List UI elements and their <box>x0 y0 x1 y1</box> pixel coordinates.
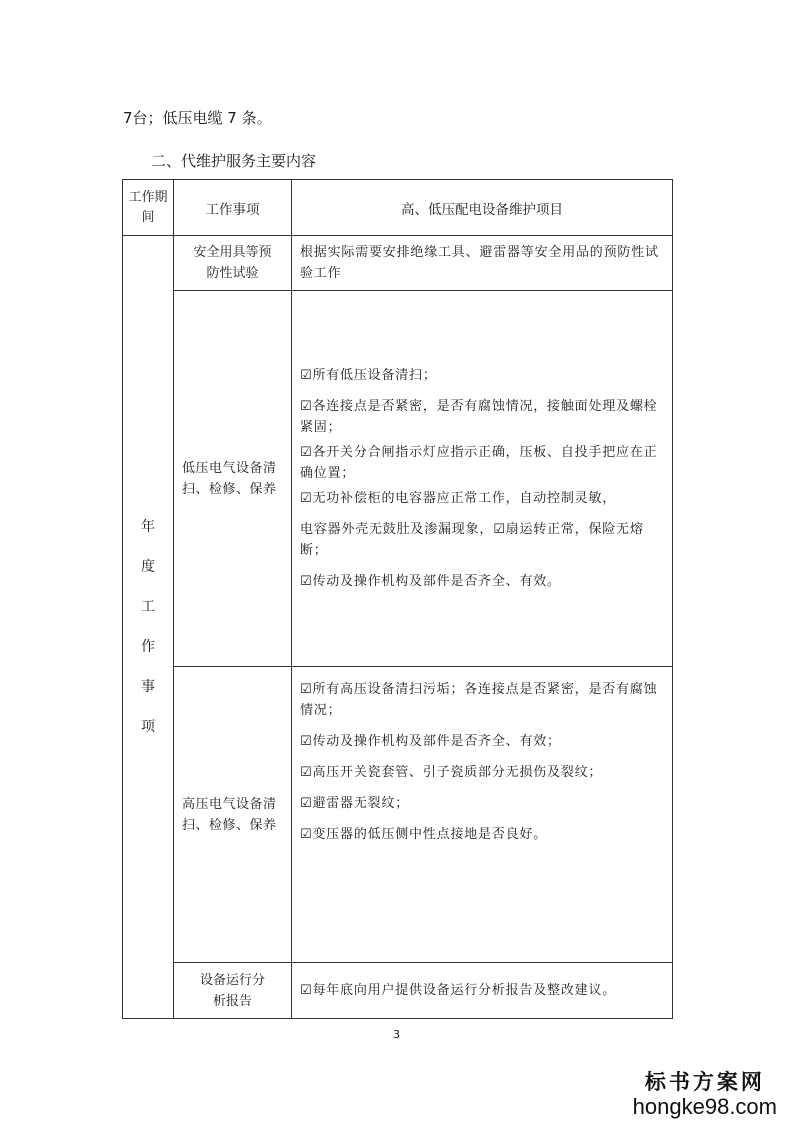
watermark <box>633 1066 777 1118</box>
content-cell <box>292 291 673 667</box>
header-project: 高、低压配电设备维护项目 <box>292 180 673 236</box>
table-row <box>123 291 673 667</box>
period-char: 年 <box>141 519 155 535</box>
content-cell <box>292 667 673 963</box>
content-line: ☑各开关分合闸指示灯应指示正确，压板、自投手把应在正确位置； <box>300 445 658 481</box>
intro-line: 7台；低压电缆 7 条。 <box>123 109 272 127</box>
table-row <box>123 236 673 291</box>
category-cell: 低压电气设备清扫、检修、保养 <box>174 291 292 667</box>
period-char: 项 <box>141 719 155 735</box>
content-line: ☑无功补偿柜的电容器应正常工作，自动控制灵敏， <box>300 491 617 506</box>
content-line: ☑所有低压设备清扫； <box>300 368 437 383</box>
content-line: ☑传动及操作机构及部件是否齐全、有效； <box>300 734 561 749</box>
period-char: 度 <box>141 559 155 575</box>
content-line: 根据实际需要安排绝缘工具、避雷器等安全用品的预防性试验工作 <box>300 245 659 281</box>
content-line: ☑传动及操作机构及部件是否齐全、有效。 <box>300 574 561 589</box>
content-cell <box>292 963 673 1019</box>
table-row <box>123 963 673 1019</box>
content-line: ☑每年底向用户提供设备运行分析报告及整改建议。 <box>300 983 617 998</box>
period-char: 工 <box>141 599 155 615</box>
category-cell: 安全用具等预防性试验 <box>174 236 292 291</box>
period-cell <box>123 236 174 1019</box>
content-cell <box>292 236 673 291</box>
content-line: 电容器外壳无鼓肚及渗漏现象，☑扇运转正常，保险无熔断； <box>300 522 644 558</box>
page-number: 3 <box>393 1028 400 1041</box>
category-cell: 设备运行分析报告 <box>174 963 292 1019</box>
category-cell: 高压电气设备清扫、检修、保养 <box>174 667 292 963</box>
content-line: ☑变压器的低压侧中性点接地是否良好。 <box>300 827 548 842</box>
maintenance-table <box>122 179 673 1019</box>
table-row <box>123 667 673 963</box>
period-char: 作 <box>141 639 155 655</box>
content-line: ☑所有高压设备清扫污垢；各连接点是否紧密，是否有腐蚀情况； <box>300 682 658 718</box>
period-char: 事 <box>141 679 155 695</box>
header-period: 工作期间 <box>123 180 174 236</box>
section-heading: 二、代维护服务主要内容 <box>151 152 317 170</box>
watermark-url: hongke98.com <box>632 1094 777 1119</box>
content-line: ☑高压开关瓷套管、引子瓷质部分无损伤及裂纹； <box>300 765 603 780</box>
content-line: ☑避雷器无裂纹； <box>300 796 410 811</box>
table-header-row <box>123 180 673 236</box>
watermark-name: 标书方案网 <box>644 1069 765 1094</box>
content-line: ☑各连接点是否紧密，是否有腐蚀情况，接触面处理及螺栓紧固； <box>300 399 658 435</box>
header-item: 工作事项 <box>174 180 292 236</box>
